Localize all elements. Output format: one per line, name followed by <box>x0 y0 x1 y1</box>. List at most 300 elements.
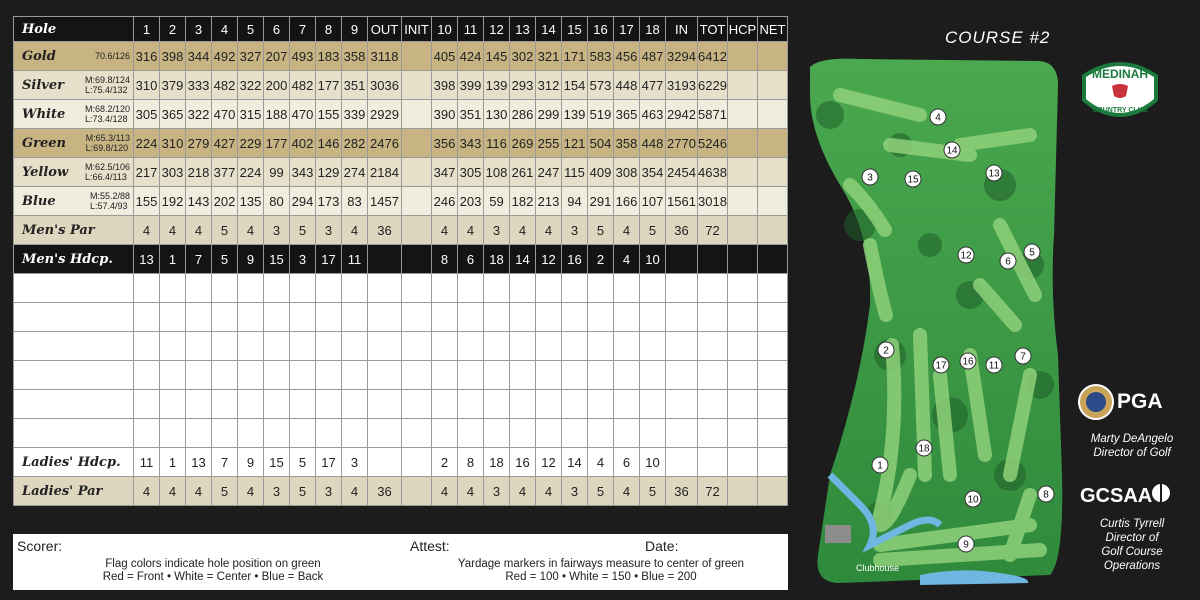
score-cell[interactable] <box>290 274 316 303</box>
hole-marker-label: 10 <box>967 494 979 506</box>
hole-marker-label: 15 <box>907 174 919 186</box>
hole-marker-label: 5 <box>1029 247 1035 259</box>
yardage-cell: 107 <box>640 187 666 216</box>
score-cell[interactable] <box>562 419 588 448</box>
score-cell[interactable] <box>290 303 316 332</box>
handicap-cell: 5 <box>212 245 238 274</box>
score-cell[interactable] <box>368 390 402 419</box>
hole-number: 4 <box>212 17 238 42</box>
score-cell[interactable] <box>640 303 666 332</box>
yardage-cell: 116 <box>484 129 510 158</box>
yardage-cell: 177 <box>316 71 342 100</box>
yardage-cell: 358 <box>342 42 368 71</box>
score-cell[interactable] <box>588 419 614 448</box>
init-cell <box>402 245 432 274</box>
yardage-cell: 519 <box>588 100 614 129</box>
yardage-cell: 305 <box>134 100 160 129</box>
score-cell[interactable] <box>458 303 484 332</box>
score-cell[interactable] <box>238 303 264 332</box>
score-cell[interactable] <box>510 274 536 303</box>
score-cell[interactable] <box>134 361 160 390</box>
score-cell[interactable] <box>758 390 788 419</box>
score-cell[interactable] <box>484 390 510 419</box>
tee-rating <box>85 75 130 95</box>
score-cell[interactable] <box>698 361 728 390</box>
par-cell: 3 <box>264 477 290 506</box>
yardage-cell: 299 <box>536 100 562 129</box>
score-cell[interactable] <box>666 332 698 361</box>
tee-name: Gold <box>22 48 56 64</box>
in-yardage: 3294 <box>666 42 698 71</box>
in-cell <box>666 245 698 274</box>
handicap-cell: 11 <box>342 245 368 274</box>
score-cell[interactable] <box>510 332 536 361</box>
tot-yardage: 5246 <box>698 129 728 158</box>
hole-marker-label: 12 <box>960 250 972 262</box>
score-cell[interactable] <box>536 332 562 361</box>
score-cell[interactable] <box>666 361 698 390</box>
out-yardage: 2929 <box>368 100 402 129</box>
score-cell[interactable] <box>484 303 510 332</box>
score-cell[interactable] <box>160 303 186 332</box>
yardage-cell: 409 <box>588 158 614 187</box>
player-name-cell[interactable] <box>14 274 134 303</box>
score-cell[interactable] <box>402 332 432 361</box>
par-cell: 3 <box>264 216 290 245</box>
score-cell[interactable] <box>510 361 536 390</box>
score-cell[interactable] <box>510 303 536 332</box>
player-score-row[interactable] <box>14 332 788 361</box>
score-cell[interactable] <box>666 274 698 303</box>
yardage-cell: 448 <box>614 71 640 100</box>
score-cell[interactable] <box>402 419 432 448</box>
score-cell[interactable] <box>160 361 186 390</box>
par-cell: 5 <box>290 216 316 245</box>
in-yardage: 2454 <box>666 158 698 187</box>
yardage-cell: 448 <box>640 129 666 158</box>
score-cell[interactable] <box>614 274 640 303</box>
net-cell <box>758 448 788 477</box>
score-cell[interactable] <box>588 361 614 390</box>
score-cell[interactable] <box>758 332 788 361</box>
yardage-cell: 365 <box>160 100 186 129</box>
score-cell[interactable] <box>758 303 788 332</box>
score-cell[interactable] <box>402 390 432 419</box>
score-cell[interactable] <box>614 390 640 419</box>
score-cell[interactable] <box>316 419 342 448</box>
init-cell <box>402 477 432 506</box>
score-cell[interactable] <box>458 332 484 361</box>
yardage-cell: 402 <box>290 129 316 158</box>
score-cell[interactable] <box>186 419 212 448</box>
score-cell[interactable] <box>484 419 510 448</box>
score-cell[interactable] <box>614 361 640 390</box>
par-cell: 4 <box>536 477 562 506</box>
yardage-cell: 358 <box>614 129 640 158</box>
yardage-cell: 405 <box>432 42 458 71</box>
score-cell[interactable] <box>186 361 212 390</box>
yardage-cell: 351 <box>458 100 484 129</box>
score-cell[interactable] <box>264 274 290 303</box>
score-cell[interactable] <box>510 390 536 419</box>
yardage-cell: 365 <box>614 100 640 129</box>
hole-marker-label: 11 <box>988 360 1000 372</box>
pga-name: Marty DeAngelo <box>1090 433 1174 445</box>
score-cell[interactable] <box>264 332 290 361</box>
hole-marker-label: 2 <box>883 345 889 357</box>
net-cell <box>758 245 788 274</box>
in-header: IN <box>666 17 698 42</box>
score-cell[interactable] <box>484 274 510 303</box>
hcp-cell <box>728 216 758 245</box>
in-yardage: 2942 <box>666 100 698 129</box>
score-cell[interactable] <box>402 361 432 390</box>
player-name-cell[interactable] <box>14 303 134 332</box>
score-cell[interactable] <box>212 361 238 390</box>
hole-marker <box>1015 348 1031 364</box>
score-cell[interactable] <box>614 303 640 332</box>
par-cell: 3 <box>316 216 342 245</box>
par-cell: 4 <box>432 477 458 506</box>
yardage-cell: 310 <box>134 71 160 100</box>
par-cell: 3 <box>562 477 588 506</box>
score-cell[interactable] <box>640 274 666 303</box>
yardage-cell: 143 <box>186 187 212 216</box>
yardage-cell: 427 <box>212 129 238 158</box>
score-cell[interactable] <box>238 332 264 361</box>
scorer-label: Scorer: <box>17 538 63 554</box>
yardage-cell: 322 <box>238 71 264 100</box>
score-cell[interactable] <box>728 332 758 361</box>
score-cell[interactable] <box>588 390 614 419</box>
handicap-cell: 1 <box>160 448 186 477</box>
player-name-cell[interactable] <box>14 332 134 361</box>
score-cell[interactable] <box>316 274 342 303</box>
yardage-cell: 305 <box>458 158 484 187</box>
score-cell[interactable] <box>186 274 212 303</box>
rating-line2: L:66.4/113 <box>84 172 127 182</box>
yardage-cell: 135 <box>238 187 264 216</box>
hole-marker <box>1038 486 1054 502</box>
init-cell <box>402 42 432 71</box>
score-cell[interactable] <box>484 332 510 361</box>
score-cell[interactable] <box>698 419 728 448</box>
score-cell[interactable] <box>402 274 432 303</box>
score-cell[interactable] <box>728 274 758 303</box>
score-cell[interactable] <box>432 361 458 390</box>
tot-par: 72 <box>698 216 728 245</box>
score-cell[interactable] <box>432 303 458 332</box>
yardage-cell: 463 <box>640 100 666 129</box>
ladies-par-row-label: Ladies' Par <box>14 477 134 506</box>
handicap-cell: 15 <box>264 448 290 477</box>
score-cell[interactable] <box>536 390 562 419</box>
score-cell[interactable] <box>316 361 342 390</box>
gcsaa-title-line3: Operations <box>1103 560 1161 572</box>
hole-number: 9 <box>342 17 368 42</box>
score-cell[interactable] <box>698 332 728 361</box>
init-cell <box>402 71 432 100</box>
hole-marker-label: 7 <box>1020 351 1026 363</box>
gcsaa-label: GCSAA <box>1080 485 1153 507</box>
ladies-par-row <box>14 477 788 506</box>
par-cell: 3 <box>562 216 588 245</box>
hole-number: 17 <box>614 17 640 42</box>
par-cell: 5 <box>640 216 666 245</box>
score-cell[interactable] <box>758 361 788 390</box>
score-cell[interactable] <box>640 361 666 390</box>
score-cell[interactable] <box>160 419 186 448</box>
score-cell[interactable] <box>588 274 614 303</box>
score-cell[interactable] <box>316 303 342 332</box>
score-cell[interactable] <box>728 390 758 419</box>
handicap-cell: 4 <box>588 448 614 477</box>
par-cell: 4 <box>614 216 640 245</box>
par-cell: 4 <box>342 477 368 506</box>
score-cell[interactable] <box>698 303 728 332</box>
score-cell[interactable] <box>264 390 290 419</box>
hole-number: 3 <box>186 17 212 42</box>
score-cell[interactable] <box>588 332 614 361</box>
yardage-cell: 274 <box>342 158 368 187</box>
tee-label <box>14 100 134 129</box>
score-cell[interactable] <box>134 274 160 303</box>
hole-marker <box>960 353 976 369</box>
score-cell[interactable] <box>290 361 316 390</box>
score-cell[interactable] <box>536 274 562 303</box>
score-cell[interactable] <box>666 303 698 332</box>
score-cell[interactable] <box>342 390 368 419</box>
out-par: 36 <box>368 477 402 506</box>
score-cell[interactable] <box>290 390 316 419</box>
tee-row-blue <box>14 187 788 216</box>
tee-rating <box>85 104 130 124</box>
player-name-cell[interactable] <box>14 419 134 448</box>
score-cell[interactable] <box>698 274 728 303</box>
score-cell[interactable] <box>432 274 458 303</box>
handicap-cell: 8 <box>432 245 458 274</box>
yardage-cell: 293 <box>510 71 536 100</box>
yardage-cell: 310 <box>160 129 186 158</box>
score-cell[interactable] <box>728 361 758 390</box>
score-cell[interactable] <box>134 419 160 448</box>
score-cell[interactable] <box>666 390 698 419</box>
score-cell[interactable] <box>484 361 510 390</box>
score-cell[interactable] <box>342 303 368 332</box>
par-cell: 4 <box>510 216 536 245</box>
hcp-cell <box>728 71 758 100</box>
hcp-cell <box>728 477 758 506</box>
handicap-cell: 18 <box>484 245 510 274</box>
score-cell[interactable] <box>614 419 640 448</box>
score-cell[interactable] <box>368 361 402 390</box>
yardage-cell: 390 <box>432 100 458 129</box>
score-cell[interactable] <box>728 419 758 448</box>
score-cell[interactable] <box>290 419 316 448</box>
hole-marker-label: 17 <box>935 360 947 372</box>
score-cell[interactable] <box>212 303 238 332</box>
tot-header: TOT <box>698 17 728 42</box>
tot-yardage: 6412 <box>698 42 728 71</box>
score-cell[interactable] <box>134 390 160 419</box>
score-cell[interactable] <box>186 332 212 361</box>
score-cell[interactable] <box>536 361 562 390</box>
score-cell[interactable] <box>160 274 186 303</box>
handicap-cell: 12 <box>536 245 562 274</box>
yardage-cell: 224 <box>134 129 160 158</box>
score-cell[interactable] <box>238 390 264 419</box>
score-cell[interactable] <box>316 390 342 419</box>
handicap-cell: 7 <box>186 245 212 274</box>
player-score-row[interactable] <box>14 274 788 303</box>
handicap-cell: 10 <box>640 448 666 477</box>
hcp-header: HCP <box>728 17 758 42</box>
hole-marker <box>1024 244 1040 260</box>
score-cell[interactable] <box>402 303 432 332</box>
yardage-cell: 482 <box>212 71 238 100</box>
hole-marker-label: 9 <box>963 539 969 551</box>
score-cell[interactable] <box>432 332 458 361</box>
tot-cell <box>698 245 728 274</box>
score-cell[interactable] <box>212 419 238 448</box>
tee-label <box>14 71 134 100</box>
score-cell[interactable] <box>458 274 484 303</box>
hcp-cell <box>728 448 758 477</box>
score-cell[interactable] <box>212 390 238 419</box>
score-cell[interactable] <box>342 361 368 390</box>
score-cell[interactable] <box>432 390 458 419</box>
score-cell[interactable] <box>238 419 264 448</box>
out-yardage: 2476 <box>368 129 402 158</box>
yardage-cell: 261 <box>510 158 536 187</box>
yardage-cell: 456 <box>614 42 640 71</box>
score-cell[interactable] <box>562 390 588 419</box>
handicap-cell: 14 <box>562 448 588 477</box>
handicap-cell: 16 <box>510 448 536 477</box>
hole-number: 10 <box>432 17 458 42</box>
score-cell[interactable] <box>666 419 698 448</box>
rating-line1: M:65.3/113 <box>85 133 130 143</box>
score-cell[interactable] <box>238 274 264 303</box>
score-cell[interactable] <box>510 419 536 448</box>
score-cell[interactable] <box>458 361 484 390</box>
par-cell: 4 <box>160 477 186 506</box>
score-cell[interactable] <box>342 419 368 448</box>
score-cell[interactable] <box>316 332 342 361</box>
score-cell[interactable] <box>562 303 588 332</box>
score-cell[interactable] <box>290 332 316 361</box>
score-cell[interactable] <box>368 332 402 361</box>
yardage-note-line1: Yardage markers in fairways measure to center of green <box>457 558 745 570</box>
pga-title: Director of Golf <box>1093 447 1171 459</box>
score-cell[interactable] <box>264 419 290 448</box>
yardage-cell: 322 <box>186 100 212 129</box>
score-cell[interactable] <box>458 419 484 448</box>
score-cell[interactable] <box>458 390 484 419</box>
mens-hdcp-row <box>14 245 788 274</box>
rating-line1: M:55.2/88 <box>89 191 130 201</box>
score-cell[interactable] <box>342 274 368 303</box>
score-cell[interactable] <box>588 303 614 332</box>
tee-rating <box>95 51 130 61</box>
in-par: 36 <box>666 216 698 245</box>
score-cell[interactable] <box>536 419 562 448</box>
score-cell[interactable] <box>342 332 368 361</box>
score-cell[interactable] <box>562 361 588 390</box>
hole-marker <box>958 536 974 552</box>
gcsaa-name: Curtis Tyrrell <box>1099 518 1165 530</box>
player-score-row[interactable] <box>14 303 788 332</box>
score-cell[interactable] <box>536 303 562 332</box>
score-cell[interactable] <box>212 332 238 361</box>
out-yardage: 3036 <box>368 71 402 100</box>
yardage-cell: 200 <box>264 71 290 100</box>
player-score-row[interactable] <box>14 361 788 390</box>
score-cell[interactable] <box>562 332 588 361</box>
player-score-row[interactable] <box>14 390 788 419</box>
score-cell[interactable] <box>728 303 758 332</box>
score-cell[interactable] <box>640 390 666 419</box>
score-cell[interactable] <box>368 419 402 448</box>
yardage-cell: 302 <box>510 42 536 71</box>
tee-label <box>14 187 134 216</box>
score-cell[interactable] <box>368 303 402 332</box>
score-cell[interactable] <box>264 361 290 390</box>
yardage-cell: 121 <box>562 129 588 158</box>
score-cell[interactable] <box>758 274 788 303</box>
yardage-cell: 315 <box>238 100 264 129</box>
tee-label <box>14 129 134 158</box>
player-name-cell[interactable] <box>14 361 134 390</box>
init-cell <box>402 158 432 187</box>
score-cell[interactable] <box>238 361 264 390</box>
score-cell[interactable] <box>160 390 186 419</box>
mens-hdcp-row-label: Men's Hdcp. <box>14 245 134 274</box>
yardage-cell: 316 <box>134 42 160 71</box>
score-cell[interactable] <box>212 274 238 303</box>
score-cell[interactable] <box>186 303 212 332</box>
score-cell[interactable] <box>134 332 160 361</box>
score-cell[interactable] <box>186 390 212 419</box>
hole-marker <box>916 440 932 456</box>
score-cell[interactable] <box>640 332 666 361</box>
yardage-cell: 356 <box>432 129 458 158</box>
gcsaa-credit <box>1078 517 1186 573</box>
score-cell[interactable] <box>562 274 588 303</box>
score-cell[interactable] <box>160 332 186 361</box>
par-cell: 3 <box>316 477 342 506</box>
score-cell[interactable] <box>368 274 402 303</box>
score-cell[interactable] <box>698 390 728 419</box>
hcp-cell <box>728 158 758 187</box>
clubhouse-label: Clubhouse <box>856 563 900 573</box>
score-cell[interactable] <box>432 419 458 448</box>
score-cell[interactable] <box>758 419 788 448</box>
hcp-cell <box>728 245 758 274</box>
score-cell[interactable] <box>614 332 640 361</box>
yardage-cell: 379 <box>160 71 186 100</box>
player-score-row[interactable] <box>14 419 788 448</box>
hole-number: 14 <box>536 17 562 42</box>
score-cell[interactable] <box>134 303 160 332</box>
score-cell[interactable] <box>264 303 290 332</box>
handicap-cell: 16 <box>562 245 588 274</box>
hcp-cell <box>728 42 758 71</box>
yardage-cell: 377 <box>212 158 238 187</box>
yardage-cell: 155 <box>134 187 160 216</box>
score-cell[interactable] <box>640 419 666 448</box>
player-name-cell[interactable] <box>14 390 134 419</box>
